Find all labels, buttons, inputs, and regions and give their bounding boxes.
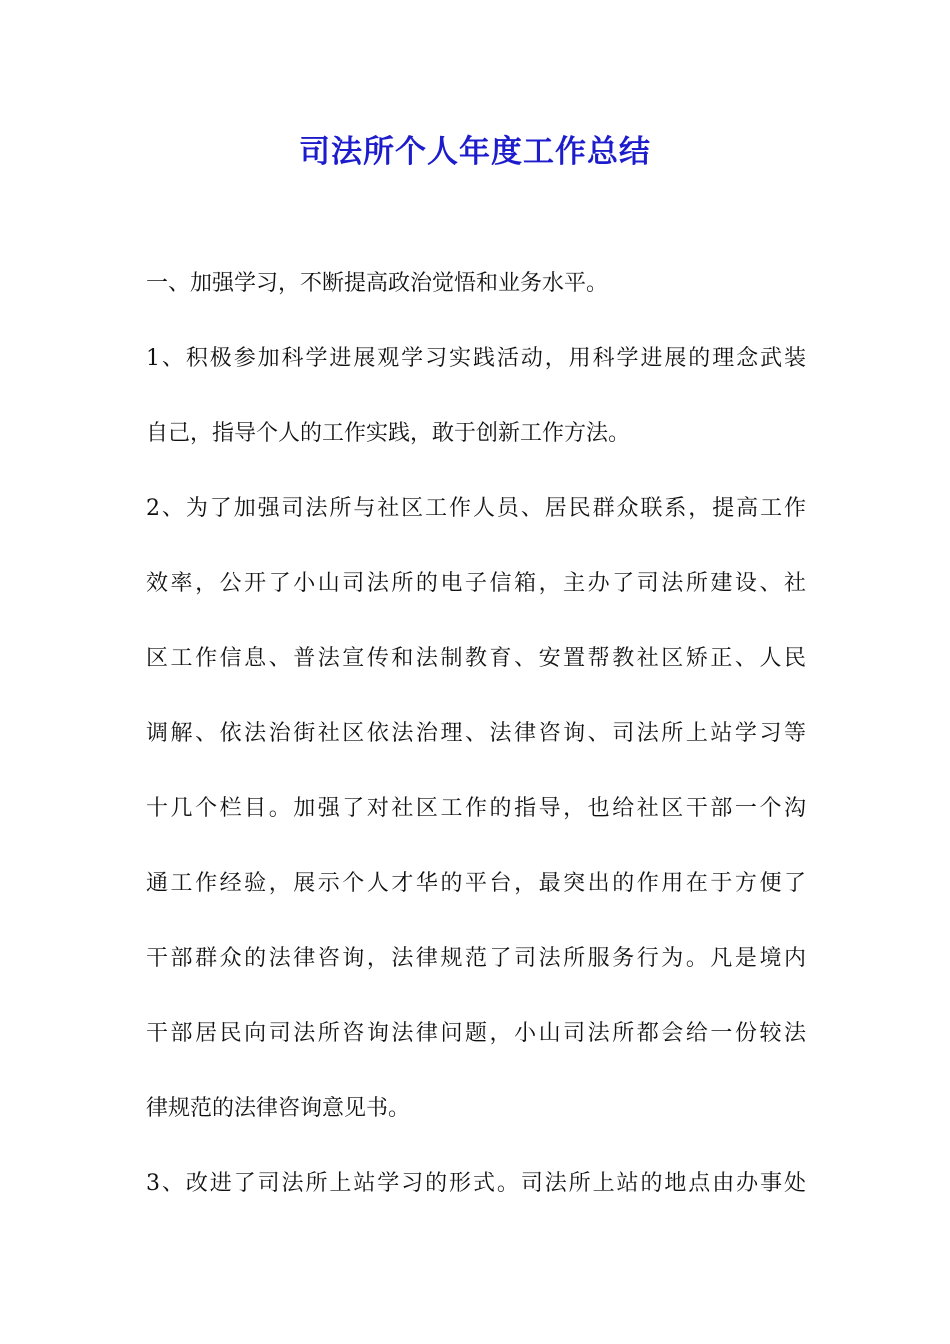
paragraph-line: 十几个栏目。加强了对社区工作的指导，也给社区干部一个沟 <box>146 796 806 821</box>
paragraph-line: 干部居民向司法所咨询法律问题，小山司法所都会给一份较法 <box>146 1021 806 1046</box>
line-gap <box>146 528 806 566</box>
paragraph-line: 自己，指导个人的工作实践，敢于创新工作方法。 <box>146 421 631 446</box>
paragraph-gap <box>146 453 806 491</box>
line-gap <box>146 753 806 791</box>
section-heading: 一、加强学习，不断提高政治觉悟和业务水平。 <box>146 271 609 296</box>
paragraph-line: 2、为了加强司法所与社区工作人员、居民群众联系，提高工作 <box>146 496 806 521</box>
line-gap <box>146 678 806 716</box>
document-body <box>146 265 806 1203</box>
paragraph-gap <box>146 303 806 341</box>
paragraph-line: 1、积极参加科学进展观学习实践活动，用科学进展的理念武装 <box>146 346 806 371</box>
line-gap <box>146 1053 806 1091</box>
paragraph-line: 通工作经验，展示个人才华的平台，最突出的作用在于方便了 <box>146 871 806 896</box>
paragraph-line: 调解、依法治街社区依法治理、法律咨询、司法所上站学习等 <box>146 721 806 746</box>
paragraph-line: 3、改进了司法所上站学习的形式。司法所上站的地点由办事处 <box>146 1171 806 1196</box>
paragraph-line: 效率，公开了小山司法所的电子信箱，主办了司法所建设、社 <box>146 571 806 596</box>
paragraph-line: 律规范的法律咨询意见书。 <box>146 1096 411 1121</box>
line-gap <box>146 828 806 866</box>
line-gap <box>146 603 806 641</box>
paragraph-line: 干部群众的法律咨询，法律规范了司法所服务行为。凡是境内 <box>146 946 806 971</box>
line-gap <box>146 378 806 416</box>
paragraph-line: 区工作信息、普法宣传和法制教育、安置帮教社区矫正、人民 <box>146 646 806 671</box>
line-gap <box>146 903 806 941</box>
paragraph-gap <box>146 1128 806 1166</box>
document-title: 司法所个人年度工作总结 <box>299 134 651 170</box>
line-gap <box>146 978 806 1016</box>
